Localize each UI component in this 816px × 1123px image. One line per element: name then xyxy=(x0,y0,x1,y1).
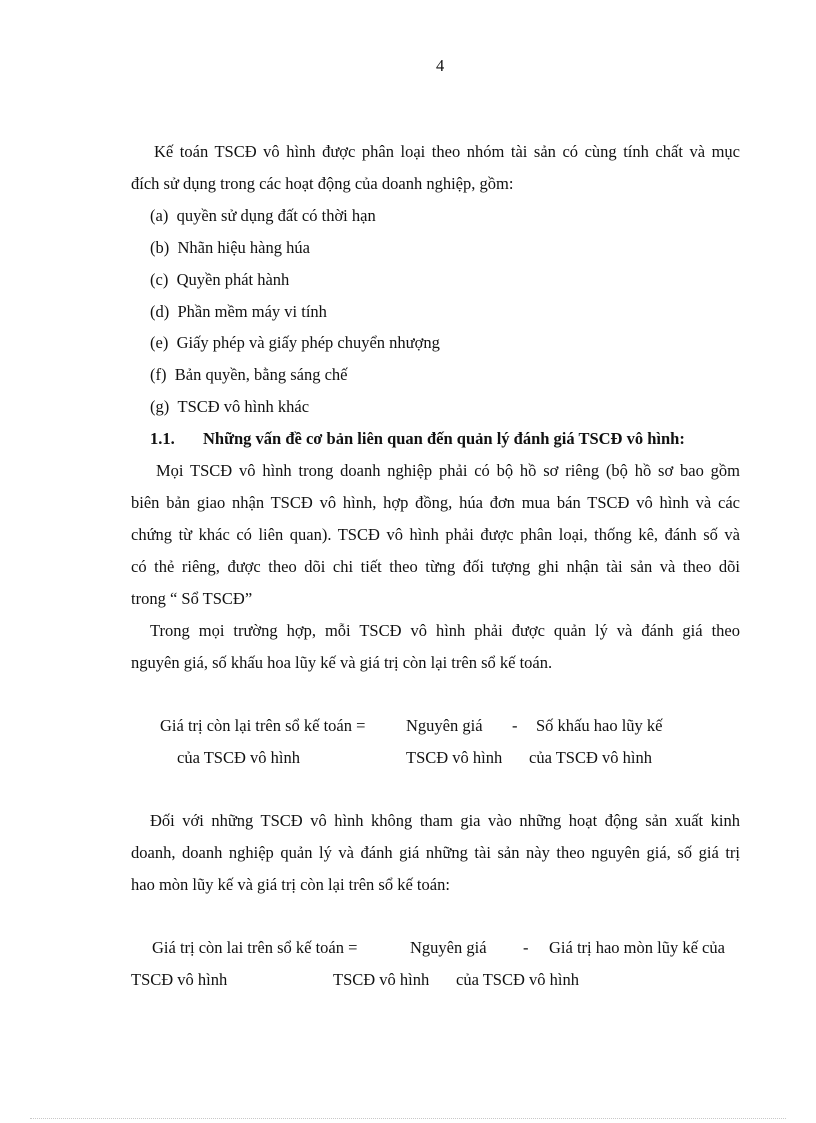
formula-2-right-top: Giá trị hao mòn lũy kế của xyxy=(549,938,725,957)
intro-line-1: Kế toán TSCĐ vô hình được phân loại theo nhóm tài sản có cùng tính chất và mục xyxy=(154,142,740,161)
list-marker: (g) xyxy=(150,397,170,416)
paragraph-3-line-3: hao mòn lũy kế và giá trị còn lại trên sổ kế toán: xyxy=(131,875,450,894)
list-text: Giấy phép và giấy phép chuyển nhượng xyxy=(176,333,440,352)
list-marker: (f) xyxy=(150,365,167,384)
formula-2-left-top: Giá trị còn lai trên sổ kế toán = xyxy=(152,938,358,957)
formula-1-left-top: Giá trị còn lại trên sổ kế toán = xyxy=(160,716,366,735)
paragraph-1-line-5: trong “ Sổ TSCĐ” xyxy=(131,589,253,608)
paragraph-3-line-2: doanh, doanh nghiệp quản lý và đánh giá những tài sản này theo nguyên giá, số giá trị xyxy=(131,843,740,862)
formula-2-minus: - xyxy=(523,938,529,957)
list-item xyxy=(150,333,440,353)
paragraph-3-line-1: Đối với những TSCĐ vô hình không tham gia vào những hoạt động sản xuất kinh xyxy=(150,811,740,830)
paragraph-1-line-3: chứng từ khác có liên quan). TSCĐ vô hình phải được phân loại, thống kê, đánh số và xyxy=(131,525,740,544)
formula-1-left-bottom: của TSCĐ vô hình xyxy=(177,748,300,767)
list-text: Nhãn hiệu hàng húa xyxy=(177,238,310,257)
list-text: quyền sử dụng đất có thời hạn xyxy=(176,206,376,225)
list-item xyxy=(150,365,347,385)
page-number: 4 xyxy=(436,56,445,75)
list-text: Bản quyền, bằng sáng chế xyxy=(174,365,348,384)
list-marker: (c) xyxy=(150,270,169,289)
paragraph-1-line-2: biên bản giao nhận TSCĐ vô hình, hợp đồng, húa đơn mua bán TSCĐ vô hình và các xyxy=(131,493,740,512)
list-item xyxy=(150,302,327,322)
list-text: Phần mềm máy vi tính xyxy=(177,302,327,321)
list-marker: (a) xyxy=(150,206,169,225)
section-number: 1.1. xyxy=(150,429,175,448)
formula-2-left-bottom: TSCĐ vô hình xyxy=(131,970,228,989)
section-title: Những vấn đề cơ bản liên quan đến quản lý đánh giá TSCĐ vô hình: xyxy=(203,429,685,448)
paragraph-1-line-4: có thẻ riêng, được theo dõi chi tiết theo từng đối tượng ghi nhận tài sản và theo dõi xyxy=(131,557,740,576)
intro-line-2: đích sử dụng trong các hoạt động của doanh nghiệp, gồm: xyxy=(131,174,514,193)
paragraph-1-line-1: Mọi TSCĐ vô hình trong doanh nghiệp phải có bộ hồ sơ riêng (bộ hồ sơ bao gồm xyxy=(156,461,740,480)
formula-1-mid-bottom: TSCĐ vô hình xyxy=(406,748,503,767)
paragraph-2-line-1: Trong mọi trường hợp, mỗi TSCĐ vô hình phải được quản lý và đánh giá theo xyxy=(150,621,740,640)
list-item xyxy=(150,238,310,258)
list-item xyxy=(150,270,289,290)
formula-1-right-bottom: của TSCĐ vô hình xyxy=(529,748,652,767)
list-marker: (d) xyxy=(150,302,170,321)
formula-1-mid-top: Nguyên giá xyxy=(406,716,483,735)
list-text: TSCĐ vô hình khác xyxy=(177,397,310,416)
list-item xyxy=(150,206,376,226)
page-bottom-divider xyxy=(30,1118,786,1119)
formula-1-right-top: Số khấu hao lũy kế xyxy=(536,716,663,735)
formula-2-right-bottom: của TSCĐ vô hình xyxy=(456,970,579,989)
formula-2-mid-bottom: TSCĐ vô hình xyxy=(333,970,430,989)
list-marker: (e) xyxy=(150,333,169,352)
formula-2-mid-top: Nguyên giá xyxy=(410,938,487,957)
list-marker: (b) xyxy=(150,238,170,257)
list-item xyxy=(150,397,309,417)
paragraph-2-line-2: nguyên giá, số khấu hoa lũy kế và giá trị còn lại trên sổ kế toán. xyxy=(131,653,553,672)
list-text: Quyền phát hành xyxy=(176,270,290,289)
formula-1-minus: - xyxy=(512,716,518,735)
